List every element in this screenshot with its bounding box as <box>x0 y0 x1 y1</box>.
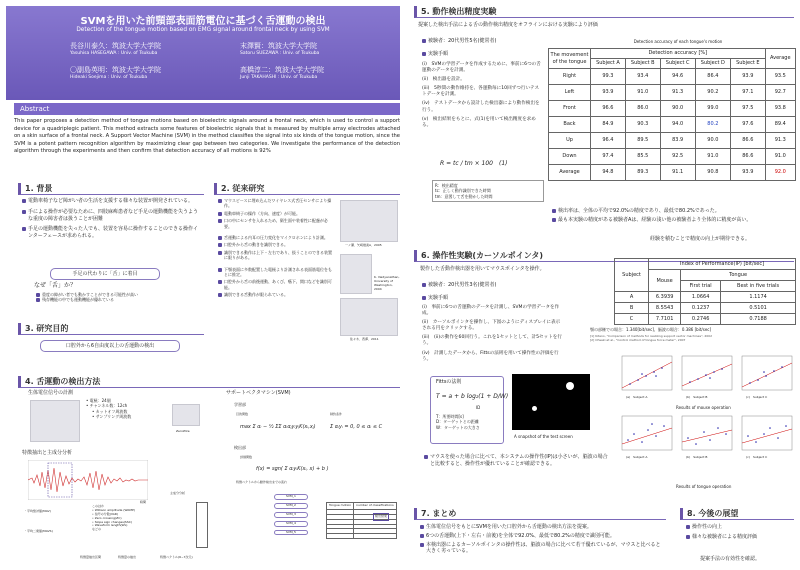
sec1-bullet-1: 電動車椅子など障がい者の生活を支援する様々な装置が開発されている。 <box>22 198 202 205</box>
section-3-title: 3. 研究目的 <box>18 323 204 335</box>
photo-caption-3: 佐々木、西澤、2011 <box>350 337 379 341</box>
sec5-procedure: 被験者：20代男性5名(健常者) 実験手順 (i) SVMの学習データを作成するために、事前に6つの舌運動のデータを計測。 (ii) 検出器を設計。 (iii) 5秒間の動作維持を、各運動毎に10回ずつ行いテストデータを計測。 (iv) テストデータから設計した検出器により動作検出を行う。 (v) 検出結果をもとに、式(1)を用いて検出精度を求める。 <box>422 38 541 128</box>
electrode-array-photo <box>30 400 80 442</box>
accuracy-table-title: Detection accuracy of each tongue's motion <box>633 39 723 44</box>
svm-objective-label: 目的関数 <box>236 412 249 416</box>
section-8-title: 8. 今後の展望 <box>680 508 794 520</box>
sec7-body: 生体電位信号をもとにSVMを用いた口腔外から舌運動の検出方法を提案。 6つの舌運動(上下・左右・前後)を全体で92.0%、最低で80.2%の精度で識別可能。 本検出器によるカーソルポインタの操作性は、脳波の場合に比べて若干優れているが、マウスと比べると大きく劣っている。 <box>420 524 664 555</box>
mouse-subj-a: (a) Subject A <box>626 395 648 399</box>
zerowire-label: ZeroWire <box>176 429 190 433</box>
tongue-motion-table: Tongue motion number of classifications <box>326 502 397 539</box>
formula-definitions: R：検出精度 tc：正しく動作識別できた時間 tm：意図して舌を動かした時間 <box>432 180 544 202</box>
tongue-subj-c: (c) Subject C <box>746 455 768 459</box>
emg-signal-plot <box>28 460 148 500</box>
fitts-box <box>430 376 504 444</box>
author-3: 〇副島英明：筑波大学大学院 Hideaki Soejima : Univ. of Tsukuba <box>70 66 161 81</box>
pca-output-label: 特徴ベクトル(6~7次元) <box>160 555 193 559</box>
snapshot-caption: A snapshot of the test screen <box>514 434 573 439</box>
measure-specs: • 電極：24個 • チャンネル数：12ch • カットオフ周波数 • サンプリング周波数 <box>86 398 132 420</box>
feature-list: このほか • Willison amplitude (WAMP) • 信号の分散(VAR) • Zero crossing(ZC) • Slope sign changes(SSC) • Waveform length(WL) などの <box>92 504 135 532</box>
accuracy-formula: R = tc / tm × 100 (1) <box>440 160 508 167</box>
sec1-bullet-3: 手足の運動機能を失った人でも、装置を容易に操作することのできる操作インターフェースが求められる。 <box>22 226 202 240</box>
zerowire-photo <box>172 404 200 426</box>
target-circle <box>566 382 574 390</box>
tongue-subj-a: (a) Subject A <box>626 455 648 459</box>
author-4: 高橋淳二：筑波大学大学院 Junji TAKAHASHI : Univ. of Tsukuba <box>240 66 324 81</box>
fitts-formula: T = a + b log₂(1 + D/W) <box>436 393 509 400</box>
page-title: SVMを用いた前頸部表面筋電位に基づく舌運動の検出 <box>80 16 326 27</box>
fitts-id-label: ID <box>476 405 481 410</box>
fitts-definitions: T：所要時間[s] D：ターゲットとの距離 W：ターゲットの大きさ <box>436 414 480 430</box>
section-4-title: 4. 舌運動の検出方法 <box>18 376 400 388</box>
sec6-result: マウスを使った場合に比べて、本システムの操作性(IP)は小さいが、脳波の場合と比較すると、操作性が優れていることが確認できる。 <box>424 454 608 468</box>
svm-constraint-label: 制約条件 <box>330 412 343 416</box>
pca-label: 主成分分析 <box>170 491 186 495</box>
section-6-title: 6. 操作性実験(カーソルポインタ) <box>414 250 794 262</box>
sec8-conclusion: 提案手法の有効性を確認。 <box>700 556 761 562</box>
sec1-bullet-2: 手による操作が必要なために、四肢麻痺患者など手足の運動機能を失うような重度の障害者は扱うことが困難 <box>22 209 202 223</box>
ip-table: Subject Index of Performance(IP) [bit/sec] Mouse Tongue First trial Best in five trials A 6.3939 1.0664 1.1174 B 8.5543 0.1237 0.5101 C 7.7101 0.2746 0.7188 <box>614 258 796 325</box>
sec8-body: 操作性の向上 様々な被験者による精度評価 <box>686 524 794 541</box>
segment-label: 特徴量抽出区間 <box>80 555 102 559</box>
tongue-results-caption: Results of tongue operation <box>676 484 732 489</box>
neck-electrode-photo <box>340 298 398 336</box>
test-screen-snapshot <box>512 374 590 430</box>
section-7-title: 7. まとめ <box>414 508 666 520</box>
svm-title: サポートベクタマシン(SVM) <box>226 390 291 396</box>
mouse-subj-b: (b) Subject B <box>686 395 708 399</box>
ip-reference-line: 顎の部権での場合：1.340[bit/sec]、脳波の場合：0.386 [bit/sec] <box>590 327 712 332</box>
section-2-body: マウスピースに埋め込んだワイヤレス式舌圧センサにより操作。 電動車椅子の操作（方向、速度）が可能。 口の中にセンサを入れるため、衛生面や装着性に配慮が必要。 舌運動による内耳の圧力変化をマイクロホンにより計測。 口腔外から舌の動きを識別できる。 識別できる動作は上下・左右であり、扱うことのできる装置に限りがある。 下顎表面に多数配置した電極より計測される表面筋電位をもとに推定。 口腔外から舌の前後運動、あくび、嚥下、開口などを識別可能。 識別できる舌動作が限られている。 <box>218 198 334 297</box>
research-goal: 口腔外から6自由度以上の舌運動の検出 <box>40 340 180 352</box>
sec4-sub-feature: 特徴抽出と主成分分析 <box>22 450 73 456</box>
svm-detect-label: 検出部 <box>234 445 246 450</box>
accuracy-table: The movement of the tongue Detection accuracy [%] Average Subject A Subject B Subject C Subject D Subject E Right 99.3 93.4 94.6 86.4 93.9 93.5 Left 93.9 91.0 91.3 90.2 97.1 92.7 Front 96.6 86.0 90.0 99.0 97.5 93.8 Back 84.9 90.3 94.0 80.2 97.6 89.4 Up 96.4 89.5 83.9 90.0 86.6 91.3 Down 97.4 85.5 92.5 91.0 86.6 91.0 Average 94.8 89.3 91.1 90.8 93.9 92.0 <box>548 48 796 181</box>
mouse-subj-c: (c) Subject C <box>746 395 768 399</box>
tongue-subj-b: (b) Subject B <box>686 455 708 459</box>
tongue-plot-c <box>736 414 794 456</box>
author-2: 末澤賢：筑波大学大学院 Satoru SUEZAWA : Univ. of Tsukuba <box>240 42 320 57</box>
mouthpiece-photo <box>340 200 398 242</box>
author-1: 長谷川泰久：筑波大学大学院 Yasuhisa HASEGAWA : Univ. of Tsukuba <box>70 42 161 57</box>
ip-reference-small: [1] Kitano, "Comparison of methods for realizing support vector machines", 2002 [2] Ohsaki et al., "Control method of tongue force meter", 2007 <box>590 334 712 342</box>
raw-feature-label: 特徴量の抽出 <box>118 555 137 559</box>
sec1-focus-box: 手足の代わりに「舌」に着目 <box>50 268 160 280</box>
section-1-title: 1. 背景 <box>18 183 204 195</box>
sec4-sub-measure: 生体電位信号の計測 <box>28 390 74 396</box>
mouse-results-caption: Results of mouse operation <box>676 405 731 410</box>
detection-result-label: 検出結果 <box>373 513 389 521</box>
mouse-plot-b <box>676 354 734 396</box>
sec5-results: 検出率は、全体の平均で92.0%の精度であり、最低で80.2%であった。 最も本実験の精度がある被験者Aは、経験の浅い他の被験者より全体的に精度が高い。 <box>552 208 796 224</box>
photo-caption-2: K. Vaidyanathan, University of Washington, 2004 <box>374 275 400 291</box>
section-2-title: 2. 従来研究 <box>214 183 400 195</box>
mouse-plot-c <box>736 354 794 396</box>
feature-vector-box <box>196 502 208 548</box>
section-1-body <box>22 198 202 240</box>
sec6-procedure: 被験者：20代男性3名(健常者) 実験手順 (i) 事前に6つの舌運動のデータを計測し、SVMの学習データを作成。 (ii) カーソルポインタを操作し、下図のようにディスプレイに表示される円をクリックする。 (iii) (ii)の動作を60回行う。これを1セットとして、計5セットを行う。 (iv) 計測したデータから、Fittsの法則を用いて操作性の評価を行う。 <box>422 282 562 362</box>
mav-label: ・平均絶対値(MAV) <box>24 509 51 513</box>
sec1-reasons: 重度の障がい者でも動かすことができる可能性が高い 残存機能の中でも運動機能が優れている <box>36 292 196 303</box>
svm-flow-note: 特徴ベクトルから動作検出までの流れ <box>236 480 288 484</box>
svm-tree: SVM_1 SVM_2 SVM_3 SVM_4 SVM_5 <box>260 494 322 538</box>
abstract-title: Abstract <box>14 103 400 115</box>
svm-objective-formula: max Σ αᵢ − ½ ΣΣ αᵢαⱼyᵢyⱼK(xᵢ,xⱼ) <box>240 424 316 430</box>
sec1-question: なぜ「舌」か？ <box>34 282 77 289</box>
tongue-plot-b <box>676 414 734 456</box>
mavs-label: ・平均二乗値(MAVS) <box>24 529 53 533</box>
time-axis-label: 時間 <box>140 500 147 504</box>
sec6-intro: 製作した舌動作検出器を用いてマウスポインタを操作。 <box>420 266 545 272</box>
sec5-conclusion: 経験を積むことで精度の向上が期待できる。 <box>650 236 751 242</box>
abstract-text: This paper proposes a detection method of tongue motions based on bioelectric signals around a frontal neck, which is used to control a support device for a quadriplegic patient. This method extracts some features of bioelectric signals that is measured by multiple array electrodes attached on a skin surface of a frontal neck. A Support Vector Machine (SVM) in the method classifies the signal into six kinds of the tongue motion, since the SVM is a potent pattern recognition algorithm by maximizing clear gap between two categories. We investigate the performance of the detection algorithm through the experiments and then confirm that detection accuracy of all motions is 92% <box>14 118 400 155</box>
ear-photo <box>340 254 372 294</box>
page-subtitle: Detection of the tongue motion based on EMG signal around frontal neck by using SVM <box>76 27 330 33</box>
svm-learn-label: 学習部 <box>234 402 246 407</box>
section-5-title: 5. 動作検出精度実験 <box>414 6 794 18</box>
cursor-pointer <box>532 406 537 411</box>
mouse-plot-a <box>616 354 674 396</box>
photo-caption-1: 一ノ瀬、矢崎雄美A、2005 <box>345 243 382 247</box>
sec5-intro: 提案した検出手法による舌の動作検出精度をオフラインにおける実験により評価 <box>418 22 598 28</box>
svm-eval-label: 評価関数 <box>240 455 253 459</box>
svm-eval-formula: f(x) = sgn( Σ αᵢyᵢK(xᵢ, x) + b ) <box>256 466 329 472</box>
tongue-plot-a <box>616 414 674 456</box>
fitts-title: Fittsの法則 <box>436 379 462 385</box>
svm-constraint-formula: Σ αᵢyᵢ = 0, 0 ≤ αᵢ ≤ C <box>330 424 383 430</box>
